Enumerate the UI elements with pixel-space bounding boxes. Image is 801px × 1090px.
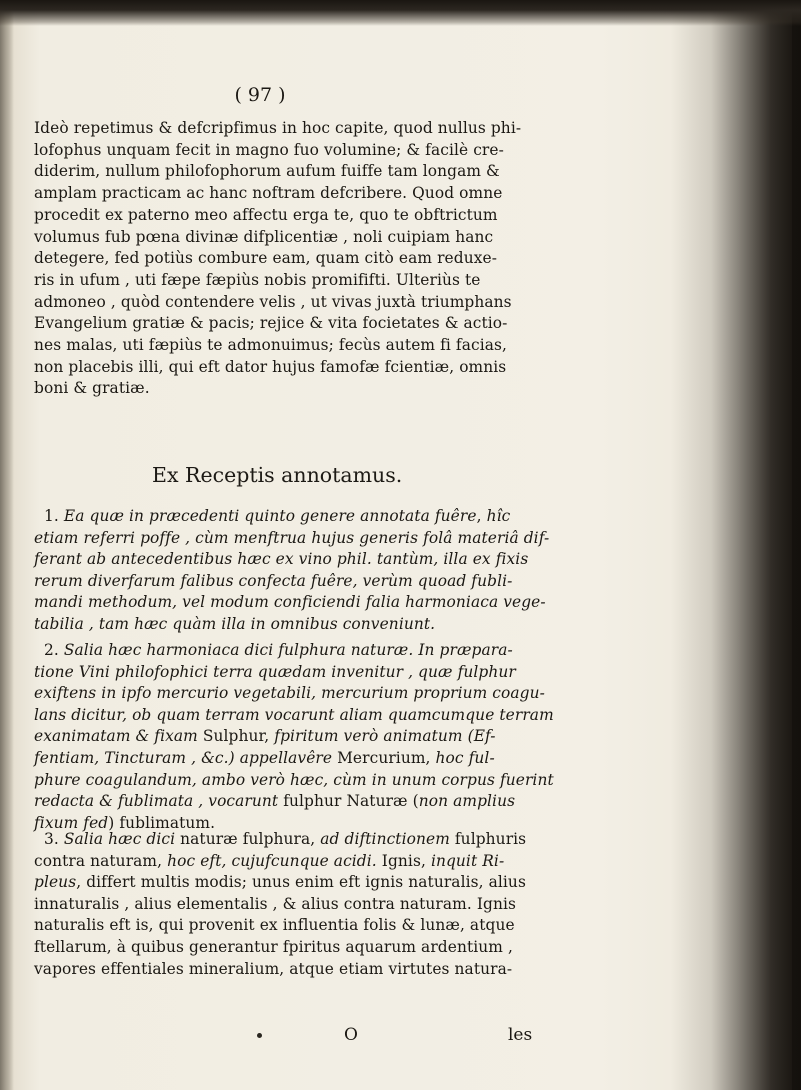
roman-run: , [425, 749, 436, 767]
roman-run: 1. [44, 507, 64, 525]
annotation-line [34, 851, 504, 871]
text-line: Evangelium gratiæ & pacis; rejice & vita focietates & actio- [34, 314, 508, 333]
roman-run: Sulphur [202, 727, 265, 746]
italic-run: non amplius [418, 792, 516, 811]
roman-run: fulphur Naturæ [283, 792, 408, 811]
annotation-line [44, 506, 510, 526]
annotation-line [34, 592, 546, 612]
page-left-edge [0, 0, 14, 1090]
italic-run: lans dicitur, ob quam terram vocarunt aliam quamcumque terram [34, 705, 554, 724]
italic-run: pleus [34, 873, 77, 892]
italic-run: fpiritum verò animatum (Ef- [274, 727, 496, 746]
italic-run: hoc eft, cujufcunque acidi. [167, 851, 377, 870]
signature-mark: O [344, 1025, 358, 1045]
roman-run: , [264, 727, 275, 746]
annotation-line [34, 662, 516, 682]
italic-run: ferant ab antecedentibus hæc ex vino phil. tantùm, illa ex fixis [34, 550, 529, 569]
italic-run: redacta & fublimata , vocarunt [34, 792, 284, 811]
annotation-line [34, 937, 513, 957]
text-line: volumus fub pœna divinæ difplicentiæ , noli cuipiam hanc [34, 227, 494, 246]
text-line: non placebis illi, qui eft dator hujus famofæ fcientiæ, omnis [34, 357, 507, 376]
text-line: boni & gratiæ. [34, 379, 150, 398]
annotation-line [34, 614, 435, 634]
text-line: lofophus unquam fecit in magno fuo volumine; & facilè cre- [34, 140, 504, 159]
italic-run: etiam referri poffe , cùm menftrua hujus generis folâ materiâ dif- [34, 528, 550, 547]
italic-run: exiftens in ipfo mercurio vegetabili, mercurium proprium coagu- [34, 684, 545, 703]
annotation-line [34, 528, 549, 548]
text-line: procedit ex paterno meo affectu erga te, quo te obftrictum [34, 205, 498, 224]
roman-run: , differt multis modis; unus enim eft ignis naturalis, alius [76, 873, 526, 892]
page-number: ( 97 ) [234, 84, 286, 106]
text-line: ris in ufum , uti fæpe fæpiùs nobis promififti. Ulteriùs te [34, 270, 481, 289]
italic-run: Salia hæc harmoniaca dici fulphura naturæ. In præpara- [63, 641, 513, 659]
text-line: Ideò repetimus & defcripfimus in hoc capite, quod nullus phi- [34, 119, 522, 137]
roman-run: vapores effentiales mineralium, atque etiam virtutes natura- [34, 959, 513, 978]
italic-run: Salia hæc dici [63, 830, 176, 848]
annotation-line [34, 894, 516, 914]
annotation-line [34, 705, 554, 725]
annotation-line [34, 571, 512, 591]
roman-run: naturæ fulphura, [175, 830, 321, 848]
italic-run: inquit Ri- [430, 851, 505, 870]
annotation-line [34, 748, 495, 768]
italic-run: fixum fed [34, 813, 109, 832]
text-line: detegere, fed potiùs combure eam, quam citò eam reduxe- [34, 249, 498, 268]
ink-dot [257, 1033, 262, 1038]
roman-run: Mercurium [337, 749, 426, 767]
italic-run: rerum diverfarum falibus confecta fuêre, verùm quoad fubli- [34, 571, 513, 590]
roman-run: innaturalis , alius elementalis , & alius contra naturam. Ignis [34, 894, 517, 913]
annotation-line [34, 726, 496, 746]
book-gutter-shadow [671, 0, 801, 1090]
roman-run: , [476, 507, 487, 525]
roman-run: Ignis, [376, 851, 431, 870]
italic-run: exanimatam & fixam [34, 727, 203, 746]
roman-run: fulphuris [449, 830, 527, 848]
roman-run: ) fublimatum. [108, 813, 216, 832]
roman-run: 3. [44, 830, 64, 848]
roman-run: 2. [44, 641, 64, 659]
annotation-line [44, 829, 526, 849]
annotation-line [34, 872, 526, 892]
top-scan-border [0, 0, 801, 26]
italic-run: tabilia , tam hæc quàm illa in omnibus conveniunt. [34, 615, 436, 633]
roman-run: ftellarum, à quibus generantur fpiritus aquarum ardentium , [34, 938, 513, 956]
annotation-line [34, 791, 515, 811]
text-line: diderim, nullum philofophorum aufum fuiffe tam longam & [34, 162, 500, 181]
italic-run: tione Vini philofophici terra quædam invenitur , quæ fulphur [34, 662, 516, 681]
italic-run: Ea quæ in præcedenti quinto genere annotata fuêre [63, 507, 477, 525]
annotation-line [34, 549, 528, 569]
italic-run: phure coagulandum, ambo verò hæc, cùm in unum corpus fuerint [34, 770, 554, 789]
section-heading: Ex Receptis annotamus. [152, 463, 403, 487]
annotation-line [34, 915, 515, 935]
annotation-line [34, 683, 545, 703]
italic-run: fentiam, Tincturam , &c.) appellavêre [34, 749, 338, 767]
italic-run: hoc ful- [435, 749, 495, 767]
italic-run: ad diftinctionem [320, 830, 450, 848]
annotation-line [34, 770, 554, 790]
roman-run: ( [407, 792, 419, 811]
italic-run: hîc [486, 507, 511, 525]
annotation-line [34, 959, 512, 979]
text-line: amplam practicam ac hanc noftram defcribere. Quod omne [34, 184, 503, 203]
roman-run: contra naturam, [34, 851, 168, 870]
text-line: admoneo , quòd contendere velis , ut vivas juxtà triumphans [34, 292, 512, 311]
annotation-line [44, 640, 513, 660]
catchword: les [508, 1025, 533, 1045]
roman-run: naturalis eft is, qui provenit ex influentia folis & lunæ, atque [34, 916, 515, 935]
italic-run: mandi methodum, vel modum conficiendi falia harmoniaca vege- [34, 593, 546, 612]
text-line: nes malas, uti fæpiùs te admonuimus; fecùs autem fi facias, [34, 336, 507, 354]
